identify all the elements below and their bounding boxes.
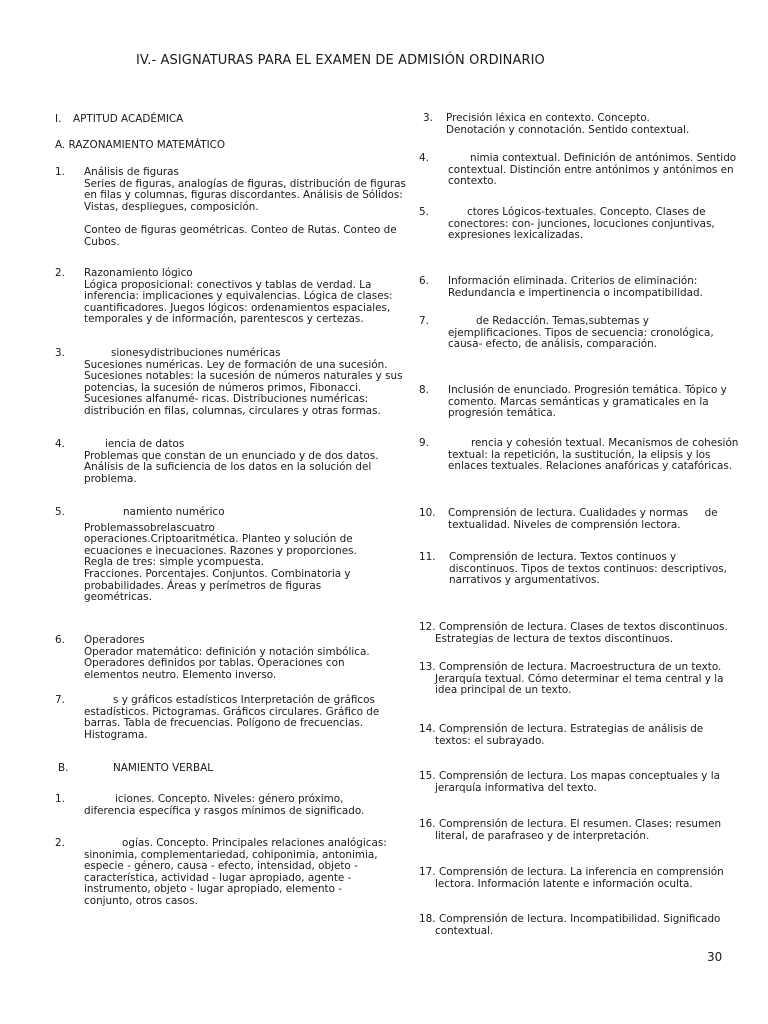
section-i-number: I. — [55, 113, 62, 125]
right-item-3-text: Precisión léxica en contexto. Concepto. Denotación y connotación. Sentido contextual. — [446, 112, 690, 136]
left-item-number: 1. — [55, 793, 65, 805]
right-item-12-text: Comprensión de lectura. Clases de textos discontinuos. Estrategias de lectura de textos discontinuos. — [435, 621, 728, 645]
right-item-15-text: Comprensión de lectura. Los mapas conceptuales y la jerarquía informativa del texto. — [435, 770, 721, 794]
left-item-7-text: s y gráficos estadísticos Interpretación de gráficos estadísticos. Pictogramas. Gráficos circulares. Gráfico de barras. Tabla de frecuencias. Polígono de frecuencias. Histograma. — [84, 694, 380, 741]
right-item-10-text: Comprensión de lectura. Cualidades y normas de textualidad. Niveles de comprensión lectora. — [448, 507, 718, 531]
right-item-14-text: Comprensión de lectura. Estrategias de análisis de textos: el subrayado. — [435, 723, 704, 747]
left-item-2-text: Razonamiento lógico Lógica proposicional: conectivos y tablas de verdad. La inferencia: implicaciones y equivalencias. Lógica de clases: cuantificadores. Juegos lógicos: ordenamientos espaciales, temporales y de información, parentescos y certezas. — [84, 267, 393, 326]
right-item-number: 4. — [419, 152, 429, 164]
right-item-number: 12. — [419, 621, 436, 633]
right-item-13-text: Comprensión de lectura. Macroestructura de un texto. Jerarquía textual. Cómo determinar el tema central y la idea principal de un texto. — [435, 661, 724, 697]
left-item-5-text: namiento numérico Problemassobrelascuatro operaciones.Criptoaritmética. Planteo y solución de ecuaciones e inecuaciones. Razones y proporciones. Regla de tres: simple ycompuesta. Fracciones. Porcentajes. Conjuntos. Combinatoria y probabilidades. Áreas y perímetros de figuras geométricas. — [84, 506, 357, 604]
left-item-number: 2. — [55, 837, 65, 849]
right-item-16-text: Comprensión de lectura. El resumen. Clases: resumen literal, de parafraseo y de interpretación. — [435, 818, 722, 842]
left-item-number: 4. — [55, 438, 65, 450]
page-number: 30 — [707, 950, 723, 964]
left-item-number: 7. — [55, 694, 65, 706]
left-item-1-text: Análisis de figuras Series de figuras, analogías de figuras, distribución de figuras en filas y columnas, figuras discordantes. Análisis de Sólidos: Vistas, despliegues, composición. Conteo de figuras geométricas. Conteo de Rutas. Conteo de Cubos. — [84, 166, 406, 248]
right-item-4-text: nimia contextual. Definición de antónimos. Sentido contextual. Distinción entre antónimos y antónimos en contexto. — [448, 152, 737, 188]
right-item-number: 3. — [423, 112, 433, 124]
right-item-number: 6. — [419, 275, 429, 287]
section-i-heading: APTITUD ACADÉMICA — [73, 113, 184, 125]
left-b-item-1-text: iciones. Concepto. Niveles: género próximo, diferencia específica y rasgos mínimos de significado. — [84, 793, 365, 817]
section-a-heading: A. RAZONAMIENTO MATEMÁTICO — [55, 139, 226, 151]
right-item-11-text: Comprensión de lectura. Textos continuos y discontinuos. Tipos de textos continuos: descriptivos, narrativos y argumentativos. — [449, 551, 727, 587]
left-item-3-text: sionesydistribuciones numéricas Sucesiones numéricas. Ley de formación de una sucesión. Sucesiones notables: la sucesión de números naturales y sus potencias, la sucesión de números primos, Fibonacci. Sucesiones alfanumé- ricas. Distribuciones numéricas: distribución en filas, columnas, circulares y otras formas. — [84, 347, 403, 417]
right-item-number: 17. — [419, 866, 436, 878]
left-item-number: 3. — [55, 347, 65, 359]
section-b-heading: NAMIENTO VERBAL — [113, 762, 213, 774]
right-item-number: 14. — [419, 723, 436, 735]
right-item-5-text: ctores Lógicos-textuales. Concepto. Clases de conectores: con- junciones, locuciones conjuntivas, expresiones lexicalizadas. — [448, 206, 715, 242]
right-item-number: 8. — [419, 384, 429, 396]
right-item-number: 18. — [419, 913, 436, 925]
right-item-18-text: Comprensión de lectura. Incompatibilidad. Significado contextual. — [435, 913, 721, 937]
right-item-8-text: Inclusión de enunciado. Progresión temática. Tópico y comento. Marcas semánticas y gramaticales en la progresión temática. — [448, 384, 727, 420]
right-item-number: 9. — [419, 437, 429, 449]
right-item-number: 11. — [419, 551, 436, 563]
left-item-number: 2. — [55, 267, 65, 279]
right-item-number: 15. — [419, 770, 436, 782]
right-item-number: 7. — [419, 315, 429, 327]
left-item-number: 1. — [55, 166, 65, 178]
right-item-number: 5. — [419, 206, 429, 218]
right-item-7-text: de Redacción. Temas,subtemas y ejemplificaciones. Tipos de secuencia: cronológica, causa- efecto, de análisis, comparación. — [448, 315, 714, 351]
right-item-17-text: Comprensión de lectura. La inferencia en comprensión lectora. Información latente e información oculta. — [435, 866, 724, 890]
left-item-number: 5. — [55, 506, 65, 518]
left-item-4-text: iencia de datos Problemas que constan de un enunciado y de dos datos. Análisis de la suficiencia de los datos en la solución del problema. — [84, 438, 379, 485]
page-title: IV.- ASIGNATURAS PARA EL EXAMEN DE ADMISIÓN ORDINARIO — [136, 53, 545, 68]
right-item-number: 16. — [419, 818, 436, 830]
left-item-6-text: Operadores Operador matemático: definición y notación simbólica. Operadores definidos por tablas. Operaciones con elementos neutro. Elemento inverso. — [84, 634, 370, 681]
right-item-9-text: rencia y cohesión textual. Mecanismos de cohesión textual: la repetición, la sustitución, la elipsis y los enlaces textuales. Relaciones anafóricas y catafóricas. — [448, 437, 739, 473]
section-b-number: B. — [58, 762, 69, 774]
left-item-number: 6. — [55, 634, 65, 646]
right-item-6-text: Información eliminada. Criterios de eliminación: Redundancia e impertinencia o incompatibilidad. — [448, 275, 703, 299]
right-item-number: 13. — [419, 661, 436, 673]
left-b-item-2-text: ogías. Concepto. Principales relaciones analógicas: sinonimia, complementariedad, cohiponimia, antonimia, especie - género, causa - efecto, intensidad, objeto - característica, actividad - lugar apropiado, agente - instrumento, objeto - lugar apropiado, elemento - conjunto, otros casos. — [84, 837, 387, 907]
right-item-number: 10. — [419, 507, 436, 519]
